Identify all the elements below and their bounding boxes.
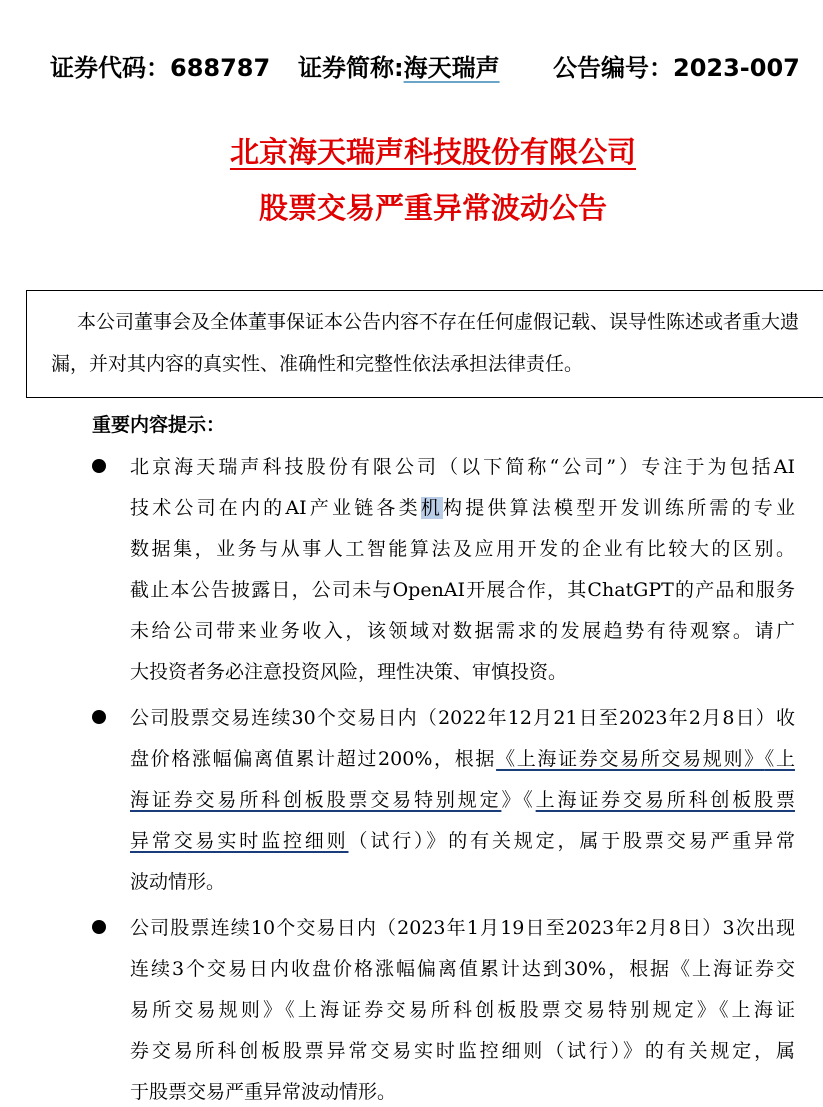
bullet3-line: 连续3个交易日内收盘价格涨幅偏离值累计达到30%，根据《上海证券交 — [130, 958, 795, 980]
section-heading: 重要内容提示： — [92, 414, 226, 436]
bullet-dot-icon — [92, 459, 106, 473]
bullet1-line: 北京海天瑞声科技股份有限公司（以下简称“公司”）专注于为包括AI — [130, 456, 795, 478]
bullet3-line: 易所交易规则》《上海证券交易所科创板股票交易特别规定》《上海证 — [130, 999, 795, 1021]
bullet3-line: 于股票交易严重异常波动情形。 — [130, 1081, 397, 1103]
company-title: 北京海天瑞声科技股份有限公司 — [229, 135, 636, 169]
rule-reference-link[interactable]: 《上 — [764, 748, 795, 770]
bullet3-line: 公司股票连续10个交易日内（2023年1月19日至2023年2月8日）3次出现 — [130, 917, 795, 939]
rule-reference-link[interactable]: 异常交易实时监控细则 — [130, 830, 349, 852]
bullet2-line: 盘价格涨幅偏离值累计超过200%，根据《上海证券交易所交易规则》《上 — [130, 748, 795, 770]
rule-reference-link[interactable]: 海证券交易所科创板股票交易特别规定 — [130, 789, 502, 811]
notice-line-1: 本公司董事会及全体董事保证本公告内容不存在任何虚假记载、误导性陈述或者重大遗 — [77, 311, 800, 333]
rule-reference-link[interactable]: 上海证券交易所科创板股票 — [535, 789, 795, 811]
bullet1-line: 大投资者务必注意投资风险，理性决策、审慎投资。 — [130, 661, 568, 683]
bullet2-line: 海证券交易所科创板股票交易特别规定》《上海证券交易所科创板股票 — [130, 789, 795, 811]
stock-name-value: 海天瑞声 — [403, 54, 500, 82]
bullet2-line: 波动情形。 — [130, 871, 226, 893]
board-guarantee-notice — [26, 290, 823, 398]
bullet-dot-icon — [92, 920, 106, 934]
stock-code: 证券代码：688787 — [50, 54, 271, 82]
bullet1-line: 未给公司带来业务收入，该领域对数据需求的发展趋势有待观察。请广 — [130, 620, 795, 642]
rule-reference-link[interactable]: 《上海证券交易所交易规则》 — [496, 748, 765, 770]
stock-name-label: 证券简称: — [298, 54, 404, 82]
announcement-header — [50, 48, 810, 88]
notice-line-2: 漏，并对其内容的真实性、准确性和完整性依法承担法律责任。 — [51, 353, 584, 375]
bullet-dot-icon — [92, 710, 106, 724]
announcement-number: 公告编号：2023-007 — [553, 54, 800, 82]
announcement-title: 股票交易严重异常波动公告 — [258, 191, 607, 225]
bullet1-line: 数据集，业务与从事人工智能算法及应用开发的企业有比较大的区别。 — [130, 538, 795, 560]
bullet1-line: 技术公司在内的AI产业链各类机构提供算法模型开发训练所需的专业 — [130, 497, 795, 519]
bullet2-line: 异常交易实时监控细则（试行）》的有关规定，属于股票交易严重异常 — [130, 830, 795, 852]
bullet3-line: 券交易所科创板股票异常交易实时监控细则（试行）》的有关规定，属 — [130, 1040, 795, 1062]
bullet2-line: 公司股票交易连续30个交易日内（2022年12月21日至2023年2月8日）收 — [130, 707, 795, 729]
bullet1-line: 截止本公告披露日，公司未与OpenAI开展合作，其ChatGPT的产品和服务 — [130, 579, 795, 601]
highlighted-char: 机 — [420, 497, 444, 519]
stock-name — [298, 48, 500, 88]
